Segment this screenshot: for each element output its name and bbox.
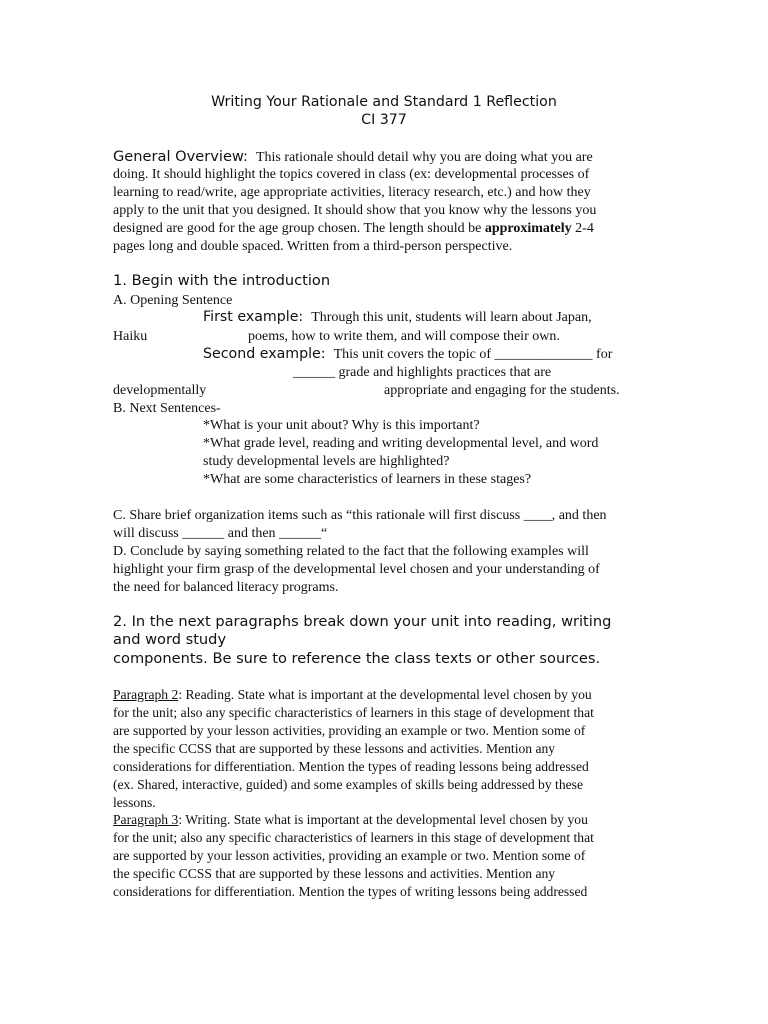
first-example-line bbox=[203, 308, 592, 327]
question-2-line-1: *What grade level, reading and writing developmental level, and word bbox=[203, 436, 599, 451]
overview-line-1 bbox=[113, 148, 593, 167]
overview-line-5-c: 2-4 bbox=[571, 221, 594, 236]
paragraph-2-line-4: the specific CCSS that are supported by these lessons and activities. Mention any bbox=[113, 741, 556, 756]
first-example-label: First example: bbox=[203, 309, 304, 325]
paragraph-3-line-5: considerations for differentiation. Mention the types of writing lessons being addressed bbox=[113, 884, 588, 899]
course-code: CI 377 bbox=[361, 112, 407, 128]
paragraph-2-line-1-text: : Reading. State what is important at the developmental level chosen by you bbox=[178, 687, 592, 702]
second-example-text: This unit covers the topic of ______________ for bbox=[333, 347, 613, 362]
second-example-label: Second example: bbox=[203, 346, 326, 362]
item-d-line-2: highlight your firm grasp of the developmental level chosen and your understanding of bbox=[113, 562, 600, 577]
document-title: Writing Your Rationale and Standard 1 Reflection bbox=[211, 94, 557, 110]
paragraph-2-label: Paragraph 2 bbox=[113, 687, 179, 702]
paragraph-2-line-7: lessons. bbox=[113, 795, 156, 810]
paragraph-2-line-1 bbox=[113, 686, 592, 704]
grade-line: ______ grade and highlights practices that are bbox=[293, 365, 552, 380]
haiku-line-rest: poems, how to write them, and will compose their own. bbox=[248, 329, 560, 344]
paragraph-2-line-3: are supported by your lesson activities, providing an example or two. Mention some of bbox=[113, 723, 586, 738]
section-2-heading-line-2: and word study bbox=[113, 631, 227, 648]
developmentally-rest: appropriate and engaging for the students. bbox=[384, 383, 620, 398]
first-example-text: Through this unit, students will learn about Japan, bbox=[311, 310, 592, 325]
overview-line-2: doing. It should highlight the topics covered in class (ex: developmental processes of bbox=[113, 167, 590, 182]
item-d-line-1: D. Conclude by saying something related to the fact that the following examples will bbox=[113, 544, 589, 559]
item-a-opening-sentence: A. Opening Sentence bbox=[113, 293, 233, 308]
overview-line-4: apply to the unit that you designed. It should show that you know why the lessons you bbox=[113, 203, 597, 218]
item-c-line-1: C. Share brief organization items such as “this rationale will first discuss ____, and then bbox=[113, 508, 607, 523]
question-3: *What are some characteristics of learners in these stages? bbox=[203, 472, 532, 487]
paragraph-3-label: Paragraph 3 bbox=[113, 812, 179, 827]
approximately-bold: approximately bbox=[484, 221, 572, 236]
item-d-line-3: the need for balanced literacy programs. bbox=[113, 580, 339, 595]
question-1: *What is your unit about? Why is this important? bbox=[203, 418, 480, 433]
overview-label: General Overview: bbox=[113, 148, 248, 165]
developmentally-word: developmentally bbox=[113, 383, 207, 398]
overview-line-6: pages long and double spaced. Written from a third-person perspective. bbox=[113, 239, 513, 254]
paragraph-2-line-5: considerations for differentiation. Mention the types of reading lessons being addressed bbox=[113, 759, 589, 774]
haiku-word: Haiku bbox=[113, 329, 148, 344]
overview-line-5-a: designed are good for the age group chosen. The length should be bbox=[113, 221, 485, 236]
section-2-heading-line-3: components. Be sure to reference the class texts or other sources. bbox=[113, 650, 601, 667]
paragraph-3-line-2: for the unit; also any specific characteristics of learners in this stage of development that bbox=[113, 830, 594, 845]
paragraph-3-line-3: are supported by your lesson activities, providing an example or two. Mention some of bbox=[113, 848, 586, 863]
overview-text: This rationale should detail why you are doing what you are bbox=[255, 150, 593, 165]
paragraph-3-line-4: the specific CCSS that are supported by these lessons and activities. Mention any bbox=[113, 866, 556, 881]
paragraph-3-line-1 bbox=[113, 811, 588, 829]
paragraph-3-line-1-text: : Writing. State what is important at the developmental level chosen by you bbox=[178, 812, 588, 827]
item-b-next-sentences: B. Next Sentences- bbox=[113, 401, 221, 416]
section-2-heading-line-1: 2. In the next paragraphs break down your unit into reading, writing bbox=[113, 613, 612, 630]
paragraph-2-line-2: for the unit; also any specific characteristics of learners in this stage of development that bbox=[113, 705, 594, 720]
overview-line-3: learning to read/write, age appropriate activities, literacy research, etc.) and how they bbox=[113, 185, 591, 200]
item-c-line-2: will discuss ______ and then ______“ bbox=[113, 526, 328, 541]
second-example-line bbox=[203, 345, 612, 364]
paragraph-2-line-6: (ex. Shared, interactive, guided) and some examples of skills being addressed by these bbox=[113, 777, 583, 792]
question-2-line-2: study developmental levels are highlighted? bbox=[203, 454, 450, 469]
section-1-heading: 1. Begin with the introduction bbox=[113, 272, 331, 289]
overview-line-5 bbox=[113, 220, 594, 238]
